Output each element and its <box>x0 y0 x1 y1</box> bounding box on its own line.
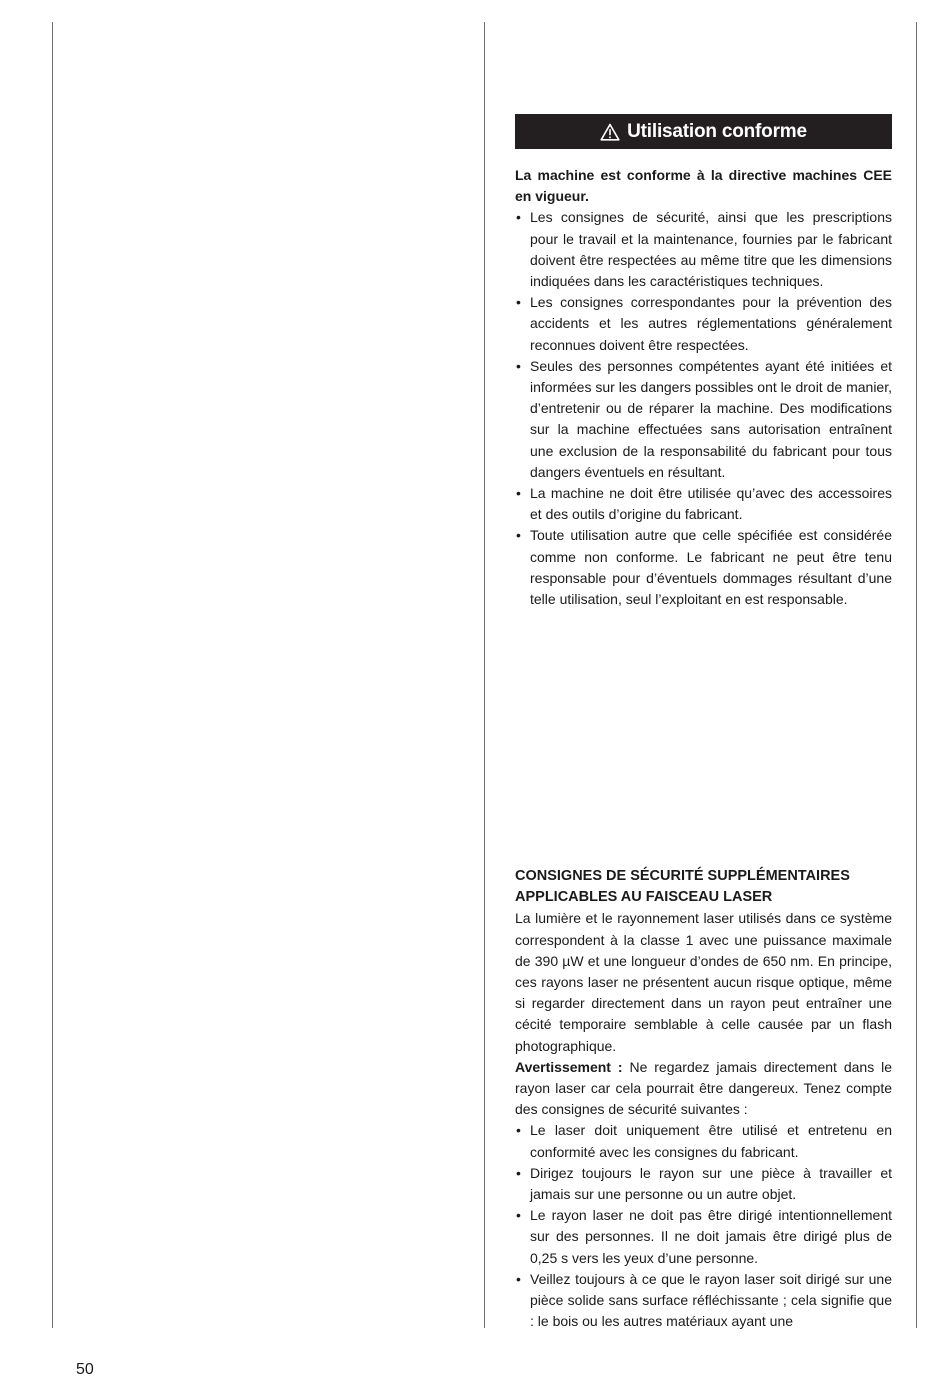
warning-triangle-icon <box>600 123 620 141</box>
left-column-rule <box>52 22 53 1328</box>
laser-heading-line-1: CONSIGNES DE SÉCURITÉ SUPPLÉMENTAIRES <box>515 868 850 884</box>
laser-heading-line-2: APPLICABLES AU FAISCEAU LASER <box>515 889 773 906</box>
laser-safety-section <box>515 866 892 1332</box>
warning-paragraph <box>515 1057 892 1121</box>
list-item: • Dirigez toujours le rayon sur une pièce à travailler et jamais sur une personne ou un autre objet. <box>515 1163 892 1205</box>
list-item: • La machine ne doit être utilisée qu’avec des accessoires et des outils d’origine du fabricant. <box>515 483 892 525</box>
warning-text: Ne regardez jamais directement dans le rayon laser car cela pourrait être dangereux. Tenez compte des consignes de sécurité suivantes : <box>515 1058 892 1118</box>
list-item: • Les consignes de sécurité, ainsi que les prescriptions pour le travail et la maintenance, fournies par le fabricant doivent être respectées au même titre que les dimensions indiquées dans les caractéristiques techniques. <box>515 207 892 292</box>
right-column-rule <box>916 22 917 1328</box>
page-number: 50 <box>76 1361 94 1378</box>
intro-paragraph: La machine est conforme à la directive machines CEE en vigueur. <box>515 167 892 205</box>
middle-column-rule <box>484 22 485 1328</box>
section-title-banner <box>515 114 892 149</box>
list-item: • Toute utilisation autre que celle spécifiée est considérée comme non conforme. Le fabricant ne peut être tenu responsable pour d’éventuels dommages résultant d’une telle utilisation, seul l’exploitant en est responsable. <box>515 525 892 610</box>
warning-label: Avertissement : <box>515 1058 623 1075</box>
laser-paragraph: La lumière et le rayonnement laser utilisés dans ce système correspondent à la classe 1 avec une puissance maximale de 390 µW et une longueur d’ondes de 650 nm. En principe, ces rayons laser ne présentent aucun risque optique, même si regarder directement dans un rayon peut entraîner une cécité temporaire semblable à celle causée par un flash photographique. <box>515 910 892 1054</box>
list-item: • Seules des personnes compétentes ayant été initiées et informées sur les dangers possibles ont le droit de manier, d’entretenir ou de réparer la machine. Des modifications sur la machine effectuées sans autorisation entraînent une exclusion de la responsabilité du fabricant pour tous dangers éventuels en résultant. <box>515 356 892 483</box>
list-item: • Veillez toujours à ce que le rayon laser soit dirigé sur une pièce solide sans surface réfléchissante ; cela signifie que : le bois ou les autres matériaux ayant une <box>515 1269 892 1333</box>
intended-use-list <box>515 207 892 610</box>
list-item: • Le laser doit uniquement être utilisé et entretenu en conformité avec les consignes du fabricant. <box>515 1120 892 1162</box>
list-item: • Le rayon laser ne doit pas être dirigé intentionnellement sur des personnes. Il ne doit jamais être dirigé plus de 0,25 s vers les yeux d’une personne. <box>515 1205 892 1269</box>
laser-safety-list <box>515 1120 892 1332</box>
intended-use-section <box>515 165 892 610</box>
list-item: • Les consignes correspondantes pour la prévention des accidents et les autres réglementations généralement reconnues doivent être respectées. <box>515 292 892 356</box>
section-title: Utilisation conforme <box>627 120 807 142</box>
